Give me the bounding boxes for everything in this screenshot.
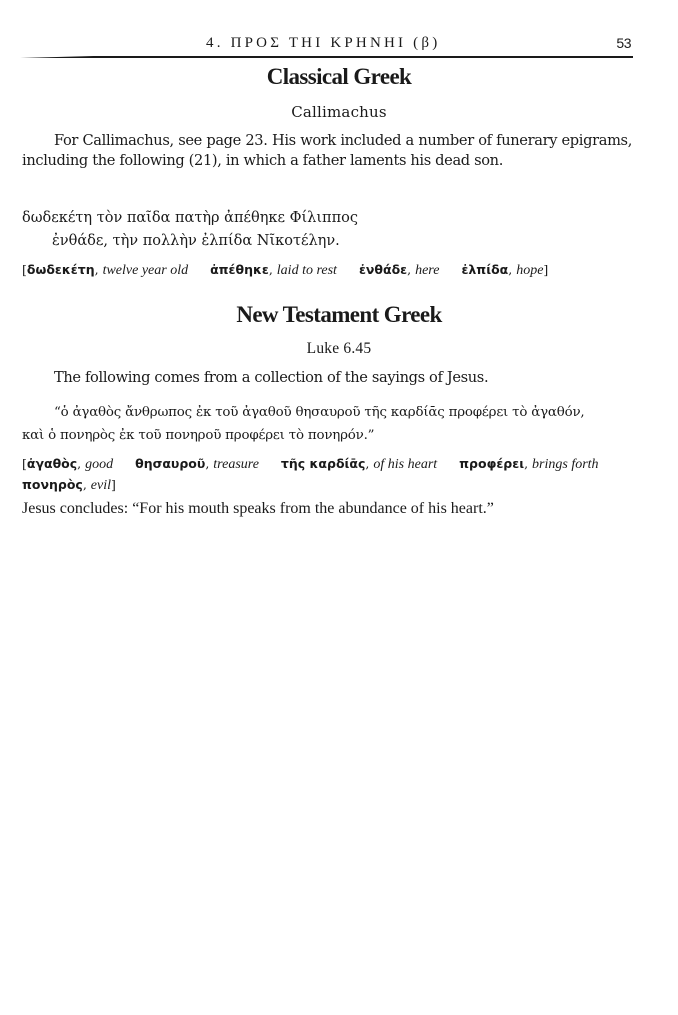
section-subtitle-callimachus: Callimachus xyxy=(291,103,387,121)
gloss-greek: πονηρὸς xyxy=(22,477,83,492)
gloss-english: brings forth xyxy=(532,457,599,472)
header-rule xyxy=(20,56,633,58)
gloss-greek: τῆς καρδίᾱς xyxy=(280,456,366,471)
gloss-greek: ἐλπίδα xyxy=(461,262,509,277)
gloss-english: here xyxy=(415,263,440,278)
quote-line-1: “ὁ ἀγαθὸς ἄνθρωπος ἐκ τοῦ ἀγαθοῦ θησαυροῦ τῆς καρδίᾱς προφέρει τὸ ἀγαθόν, xyxy=(54,405,585,420)
gloss-english: laid to rest xyxy=(276,263,337,278)
gloss-english: of his heart xyxy=(373,457,438,472)
gloss-greek: ἀγαθὸς xyxy=(26,456,78,471)
section-title-new-testament: New Testament Greek xyxy=(236,302,442,327)
section-title-classical: Classical Greek xyxy=(266,64,412,89)
page-number: 53 xyxy=(616,35,631,51)
gloss-english: treasure xyxy=(213,457,259,472)
gloss-english: hope xyxy=(516,263,544,278)
bracket-close: ] xyxy=(543,262,549,277)
gloss-greek: δωδεκέτη xyxy=(26,262,95,277)
running-head xyxy=(20,35,633,53)
conclusion-paragraph: Jesus concludes: “For his mouth speaks from the abundance of his heart.” xyxy=(22,500,494,517)
gloss-greek: ἀπέθηκε xyxy=(210,262,269,277)
bracket-open: [ xyxy=(22,262,27,277)
verse-line-1: δωδεκέτη τὸν παῖδα πατὴρ ἀπέθηκε Φίλιππος xyxy=(22,210,358,226)
gloss-greek: ἐνθάδε xyxy=(358,262,408,277)
gloss-english: twelve year old xyxy=(102,263,189,278)
bracket-open: [ xyxy=(22,456,27,471)
gloss-english: good xyxy=(85,457,114,472)
intro-paragraph-new-testament: The following comes from a collection of the sayings of Jesus. xyxy=(54,369,489,386)
gloss-greek: θησαυροῦ xyxy=(135,456,206,471)
chapter-title: 4. ΠΡΟΣ ΤΗΙ ΚΡΗΝΗΙ (β) xyxy=(206,35,441,51)
intro-paragraph-classical: For Callimachus, see page 23. His work included a number of funerary epigrams, including the following (21), in which a father laments his dead son. xyxy=(22,132,632,169)
bracket-close: ] xyxy=(111,477,116,492)
quote-line-2: καὶ ὁ πονηρὸς ἐκ τοῦ πονηροῦ προφέρει τὸ πονηρόν.” xyxy=(22,428,375,443)
glossary-new-testament: [ἀγαθὸς, good θησαυροῦ, treasure τῆς καρδίᾱς, of his heart προφέρει, brings forth πονηρὸς, evil] xyxy=(22,456,599,493)
verse-line-2: ἐνθάδε, τὴν πολλὴν ἐλπίδα Νῖκοτέλην. xyxy=(52,233,340,249)
glossary-classical: [δωδεκέτη, twelve year old ἀπέθηκε, laid to rest ἐνθάδε, here ἐλπίδα, hope] xyxy=(22,262,549,278)
section-subtitle-luke: Luke 6.45 xyxy=(306,340,372,357)
gloss-greek: προφέρει xyxy=(459,456,525,471)
gloss-english: evil xyxy=(90,478,112,493)
